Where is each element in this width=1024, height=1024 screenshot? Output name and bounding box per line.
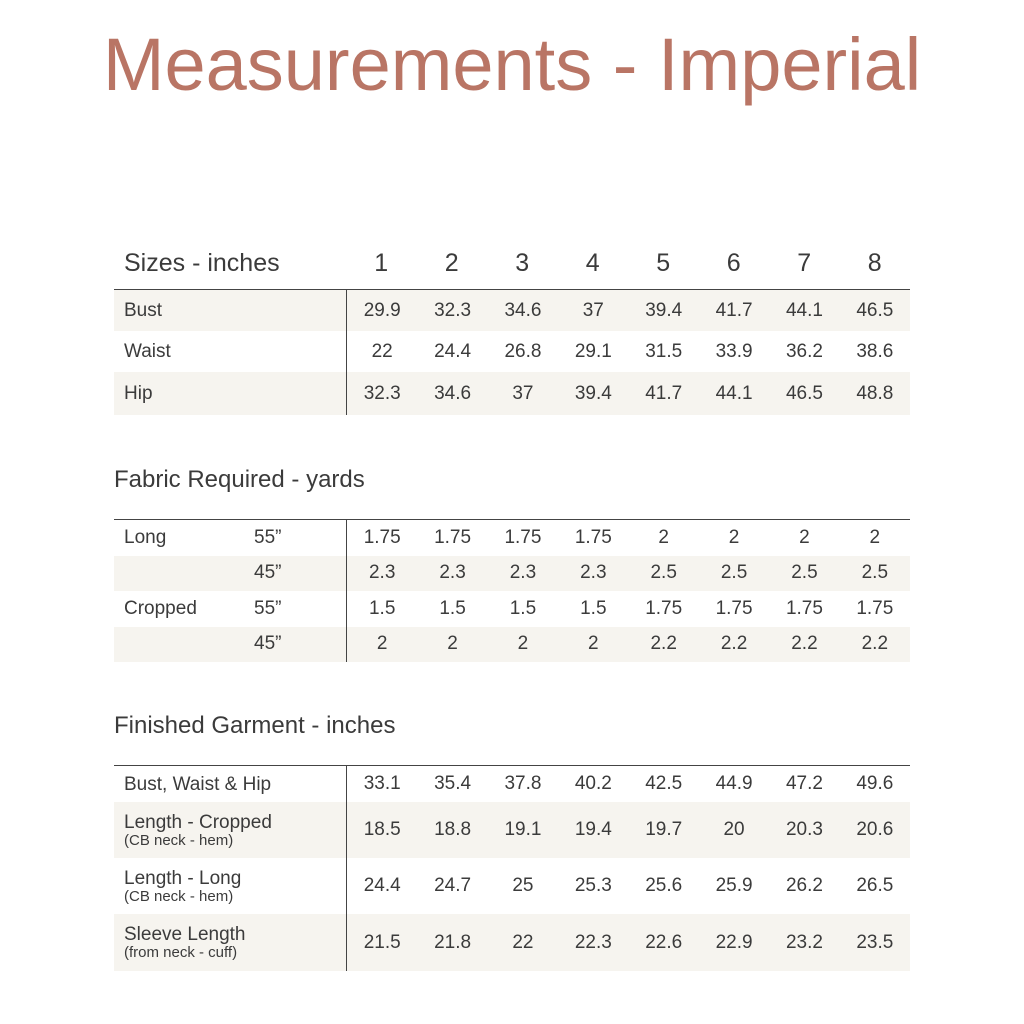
fabric-width: 45” bbox=[254, 562, 282, 584]
table-row bbox=[114, 802, 910, 858]
value-cell: 26.5 bbox=[856, 875, 894, 896]
row-label: Bust bbox=[124, 300, 163, 321]
garment-table bbox=[114, 765, 910, 971]
value-cell: 22 bbox=[371, 340, 393, 362]
fabric-width: 55” bbox=[254, 597, 282, 619]
value-cell: 37 bbox=[582, 299, 604, 321]
value-cell: 21.8 bbox=[434, 931, 472, 953]
table-row bbox=[114, 372, 910, 415]
value-cell: 2.2 bbox=[650, 633, 677, 655]
row-label: Hip bbox=[124, 383, 153, 404]
value-cell: 2.3 bbox=[439, 562, 466, 584]
row-label: Waist bbox=[124, 341, 171, 362]
row-values bbox=[346, 372, 910, 415]
value-cell: 23.2 bbox=[785, 931, 823, 953]
value-cell: 20.3 bbox=[785, 819, 823, 840]
value-cell: 29.1 bbox=[574, 340, 612, 362]
table-row bbox=[114, 591, 910, 627]
value-cell: 46.5 bbox=[785, 382, 823, 404]
value-cell: 41.7 bbox=[645, 382, 683, 404]
value-cell: 24.7 bbox=[434, 875, 472, 896]
value-cell: 18.5 bbox=[363, 819, 401, 840]
row-label bbox=[114, 868, 346, 905]
value-cell: 1.75 bbox=[504, 526, 542, 548]
value-cell: 2 bbox=[588, 633, 599, 655]
row-label-sub: (CB neck - hem) bbox=[124, 831, 234, 849]
table-row bbox=[114, 520, 910, 556]
row-values bbox=[346, 802, 910, 858]
value-cell: 26.2 bbox=[785, 875, 823, 896]
table-row bbox=[114, 331, 910, 372]
value-cell: 1.75 bbox=[434, 526, 472, 548]
value-cell: 47.2 bbox=[785, 773, 823, 794]
value-cell: 19.1 bbox=[504, 819, 542, 840]
table-row bbox=[114, 627, 910, 663]
value-cell: 2.5 bbox=[791, 562, 818, 584]
size-header: 6 bbox=[726, 248, 741, 277]
value-cell: 26.8 bbox=[504, 340, 542, 362]
size-header: 2 bbox=[444, 248, 459, 277]
value-cell: 2 bbox=[658, 526, 669, 548]
value-cell: 2 bbox=[447, 633, 458, 655]
sizes-header-values bbox=[346, 249, 910, 278]
value-cell: 1.5 bbox=[509, 597, 537, 619]
size-header: 1 bbox=[374, 248, 389, 277]
value-cell: 2.5 bbox=[650, 562, 677, 584]
value-cell: 32.3 bbox=[363, 382, 401, 404]
size-header: 4 bbox=[585, 248, 600, 277]
value-cell: 2 bbox=[728, 526, 740, 548]
value-cell: 1.75 bbox=[785, 597, 823, 619]
value-cell: 44.1 bbox=[715, 382, 753, 404]
value-cell: 1.75 bbox=[574, 526, 612, 548]
row-values bbox=[346, 627, 910, 663]
value-cell: 22.9 bbox=[715, 931, 753, 953]
row-label bbox=[114, 812, 346, 849]
value-cell: 2.5 bbox=[861, 562, 889, 584]
sizes-table bbox=[114, 289, 910, 415]
value-cell: 25 bbox=[512, 875, 534, 896]
value-cell: 49.6 bbox=[856, 773, 894, 794]
value-cell: 29.9 bbox=[363, 299, 401, 321]
value-cell: 25.6 bbox=[645, 875, 683, 896]
row-values bbox=[346, 331, 910, 372]
value-cell: 35.4 bbox=[434, 773, 472, 794]
row-values bbox=[346, 520, 910, 556]
page-title: Measurements - Imperial bbox=[102, 23, 922, 106]
value-cell: 2 bbox=[517, 633, 529, 655]
value-cell: 2 bbox=[799, 526, 810, 548]
value-cell: 1.5 bbox=[439, 597, 466, 619]
value-cell: 32.3 bbox=[434, 299, 472, 321]
value-cell: 22 bbox=[512, 931, 534, 953]
value-cell: 1.75 bbox=[715, 597, 753, 619]
row-label: Cropped bbox=[124, 598, 197, 620]
sizes-header-row bbox=[114, 238, 910, 288]
row-values bbox=[346, 290, 910, 331]
value-cell: 20 bbox=[723, 819, 745, 840]
table-row bbox=[114, 766, 910, 802]
row-values bbox=[346, 591, 910, 627]
value-cell: 38.6 bbox=[856, 340, 894, 362]
table-row bbox=[114, 290, 910, 331]
row-label-main: Bust, Waist & Hip bbox=[124, 773, 272, 795]
value-cell: 34.6 bbox=[434, 382, 472, 404]
table-row bbox=[114, 556, 910, 592]
value-cell: 22.6 bbox=[645, 931, 683, 953]
size-header: 3 bbox=[515, 248, 530, 277]
value-cell: 2.3 bbox=[368, 562, 396, 584]
value-cell: 42.5 bbox=[645, 773, 683, 794]
row-label-sub: (from neck - cuff) bbox=[124, 944, 238, 961]
value-cell: 21.5 bbox=[363, 931, 401, 953]
value-cell: 41.7 bbox=[715, 299, 753, 321]
row-label-sub: (CB neck - hem) bbox=[124, 887, 234, 905]
size-header: 7 bbox=[797, 248, 812, 277]
row-values bbox=[346, 766, 910, 802]
value-cell: 2.3 bbox=[509, 562, 537, 584]
value-cell: 37.8 bbox=[504, 773, 542, 794]
value-cell: 34.6 bbox=[504, 299, 542, 321]
value-cell: 2 bbox=[376, 633, 388, 655]
value-cell: 33.9 bbox=[715, 340, 753, 362]
sizes-header-label: Sizes - inches bbox=[124, 248, 280, 277]
value-cell: 36.2 bbox=[785, 340, 823, 362]
value-cell: 44.9 bbox=[715, 773, 753, 794]
garment-heading: Finished Garment - inches bbox=[114, 712, 396, 739]
value-cell: 24.4 bbox=[434, 340, 472, 362]
value-cell: 1.75 bbox=[363, 526, 401, 548]
row-label-main: Length - Long bbox=[124, 867, 242, 889]
value-cell: 18.8 bbox=[434, 819, 472, 840]
value-cell: 48.8 bbox=[856, 382, 894, 404]
value-cell: 19.7 bbox=[645, 819, 683, 840]
value-cell: 2.3 bbox=[580, 562, 607, 584]
value-cell: 31.5 bbox=[645, 340, 683, 362]
table-row bbox=[114, 858, 910, 914]
value-cell: 2 bbox=[869, 526, 881, 548]
fabric-width: 45” bbox=[254, 633, 282, 655]
size-header: 5 bbox=[656, 248, 671, 277]
value-cell: 2.2 bbox=[720, 633, 748, 655]
row-label bbox=[114, 774, 346, 795]
value-cell: 24.4 bbox=[363, 875, 401, 896]
row-label: Long bbox=[124, 527, 167, 549]
value-cell: 1.75 bbox=[856, 597, 894, 619]
row-values bbox=[346, 914, 910, 971]
table-row bbox=[114, 914, 910, 971]
value-cell: 1.75 bbox=[645, 597, 683, 619]
value-cell: 2.2 bbox=[861, 633, 889, 655]
value-cell: 1.5 bbox=[368, 597, 396, 619]
value-cell: 39.4 bbox=[645, 299, 683, 321]
value-cell: 19.4 bbox=[574, 819, 612, 840]
row-values bbox=[346, 858, 910, 914]
value-cell: 37 bbox=[512, 382, 534, 404]
row-values bbox=[346, 556, 910, 592]
value-cell: 2.2 bbox=[791, 633, 818, 655]
value-cell: 33.1 bbox=[363, 773, 401, 794]
value-cell: 40.2 bbox=[574, 773, 612, 794]
fabric-heading: Fabric Required - yards bbox=[114, 466, 365, 493]
row-label-main: Length - Cropped bbox=[124, 811, 272, 833]
size-header: 8 bbox=[867, 248, 882, 277]
value-cell: 22.3 bbox=[574, 931, 612, 953]
row-label-main: Sleeve Length bbox=[124, 924, 246, 945]
fabric-table bbox=[114, 519, 910, 662]
value-cell: 1.5 bbox=[580, 597, 607, 619]
value-cell: 23.5 bbox=[856, 931, 894, 953]
value-cell: 25.3 bbox=[574, 875, 612, 896]
fabric-width: 55” bbox=[254, 526, 282, 548]
value-cell: 46.5 bbox=[856, 299, 894, 321]
value-cell: 39.4 bbox=[574, 382, 612, 404]
row-label bbox=[114, 924, 346, 961]
value-cell: 2.5 bbox=[720, 562, 748, 584]
value-cell: 44.1 bbox=[785, 299, 823, 321]
value-cell: 20.6 bbox=[856, 819, 894, 840]
value-cell: 25.9 bbox=[715, 875, 753, 896]
